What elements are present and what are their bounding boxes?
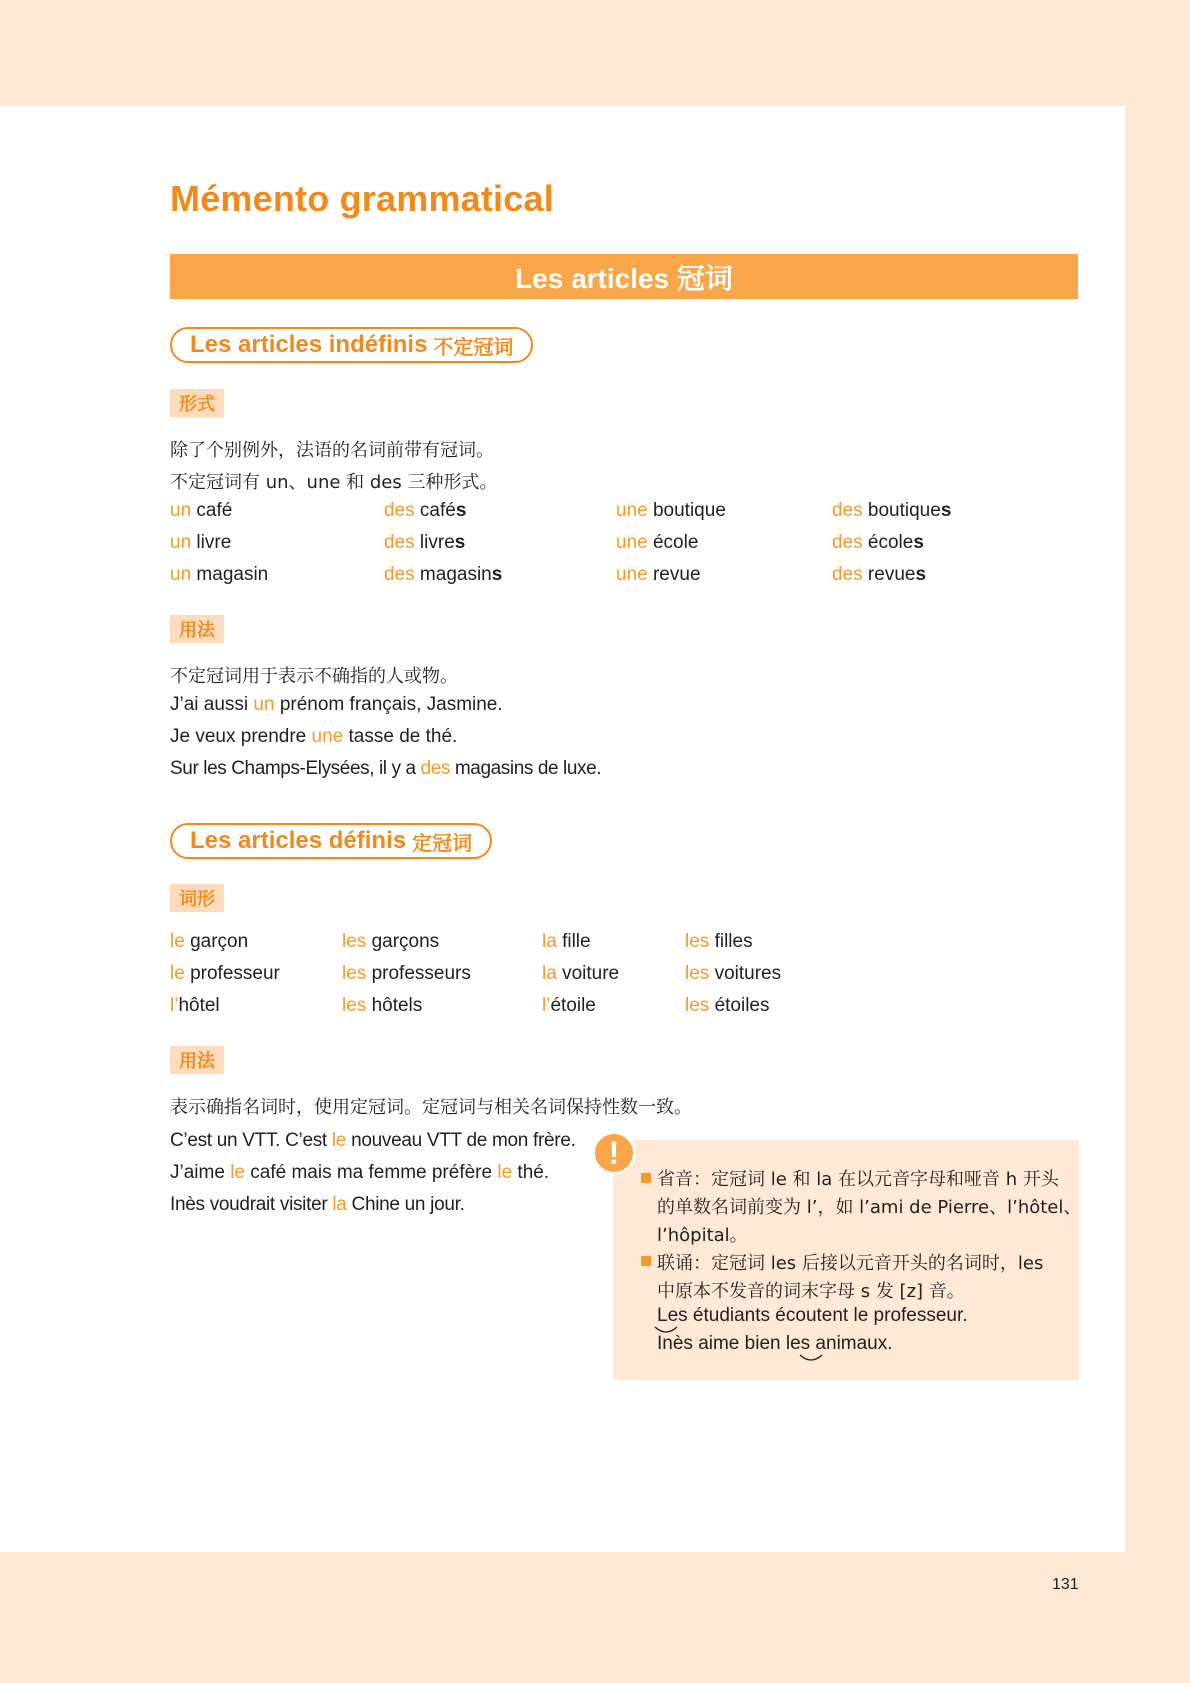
- indef-example-1: [170, 694, 503, 716]
- indef-example-2: [170, 726, 457, 748]
- noun-word: revue: [862, 564, 916, 585]
- example-article: une: [311, 726, 344, 747]
- plural-ending: s: [913, 532, 924, 553]
- example-text: thé.: [512, 1162, 550, 1183]
- article-word: une: [616, 500, 648, 521]
- example-text: animaux.: [810, 1333, 893, 1354]
- bullet-square-icon: [641, 1173, 651, 1183]
- article-table-cell: [342, 995, 422, 1017]
- article-table-cell: [832, 564, 926, 586]
- heading-definite: [170, 823, 492, 859]
- heading-indefinite-zh: 不定冠词: [433, 336, 514, 359]
- noun-word: livre: [414, 532, 455, 553]
- article-table-cell: [342, 931, 439, 953]
- usage-tag-definite: 用法: [170, 1046, 224, 1074]
- article-table-cell: [542, 931, 591, 953]
- example-text: nouveau VTT de mon frère.: [346, 1130, 576, 1151]
- article-table-cell: [384, 500, 466, 522]
- noun-word: étoile: [550, 995, 596, 1016]
- example-article: un: [253, 694, 275, 715]
- noun-word: professeur: [184, 963, 280, 984]
- note-liaison-line-2: 中原本不发音的词末字母 s 发 [z] 音。: [657, 1281, 965, 1302]
- note-elision-line-3: l’hôpital。: [657, 1225, 748, 1246]
- noun-word: boutique: [647, 500, 726, 521]
- example-text: Chine un jour.: [346, 1194, 465, 1215]
- noun-word: magasin: [191, 564, 269, 585]
- example-article: le: [331, 1130, 347, 1151]
- article-table-cell: [170, 963, 280, 985]
- noun-word: hôtels: [366, 995, 423, 1016]
- article-word: les: [342, 995, 367, 1016]
- plural-ending: s: [454, 532, 466, 553]
- liaison-arc-icon: [798, 1353, 824, 1363]
- article-table-cell: [832, 532, 924, 554]
- article-word: les: [685, 963, 710, 984]
- article-word: les: [342, 931, 367, 952]
- note-liaison-line-1: 联诵：定冠词 les 后接以元音开头的名词时，les: [657, 1253, 1044, 1274]
- heading-definite-zh: 定冠词: [412, 832, 473, 855]
- exclamation-icon: !: [592, 1131, 636, 1175]
- example-article: le: [497, 1162, 513, 1183]
- form-line-2: 不定冠词有 un、une 和 des 三种形式。: [170, 472, 498, 493]
- noun-word: boutique: [862, 500, 941, 521]
- article-word: les: [685, 931, 710, 952]
- article-table-cell: [384, 564, 502, 586]
- def-example-3: [170, 1194, 465, 1216]
- liaison-word: [657, 1305, 688, 1327]
- noun-word: livre: [191, 532, 232, 553]
- heading-definite-label: Les articles définis: [190, 827, 407, 854]
- noun-word: revue: [647, 564, 701, 585]
- usage-intro-definite: 表示确指名词时，使用定冠词。定冠词与相关名词保持性数一致。: [170, 1097, 692, 1118]
- example-text: Inès voudrait visiter: [170, 1194, 333, 1215]
- article-table-cell: [685, 931, 753, 953]
- article-table-cell: [170, 931, 248, 953]
- article-word: l’: [542, 995, 551, 1016]
- noun-word: étoiles: [709, 995, 770, 1016]
- page-number: 131: [1052, 1576, 1079, 1593]
- form-tag-indefinite: 形式: [170, 389, 224, 417]
- article-word: un: [170, 564, 192, 585]
- noun-word: voitures: [709, 963, 782, 984]
- noun-word: fille: [556, 931, 591, 952]
- usage-intro-indefinite: 不定冠词用于表示不确指的人或物。: [170, 666, 458, 687]
- def-example-1: [170, 1130, 576, 1152]
- example-text: Je veux prendre: [170, 726, 312, 747]
- article-table-cell: [342, 963, 471, 985]
- example-text: J’ai aussi: [170, 694, 254, 715]
- article-word: la: [542, 963, 557, 984]
- article-word: des: [832, 500, 863, 521]
- form-tag-definite: 词形: [170, 884, 224, 912]
- bullet-square-icon: [641, 1256, 651, 1266]
- example-text: C’est un VTT. C’est: [170, 1130, 332, 1151]
- example-text: prénom français, Jasmine.: [274, 694, 503, 715]
- example-text: Sur les Champs-Elysées, il y a: [170, 758, 421, 779]
- noun-word: garçon: [184, 931, 249, 952]
- example-text: étudiants écoutent le professeur.: [687, 1305, 968, 1326]
- article-word: des: [832, 532, 863, 553]
- article-word: l’: [170, 995, 179, 1016]
- article-word: la: [542, 931, 557, 952]
- liaison-word: [657, 1333, 810, 1355]
- article-word: une: [616, 532, 648, 553]
- noun-word: école: [862, 532, 914, 553]
- note-liaison-example-2: [657, 1333, 893, 1355]
- article-word: le: [170, 963, 185, 984]
- article-word: les: [685, 995, 710, 1016]
- liaison-article: Inès aime bien les: [657, 1333, 811, 1354]
- page-title: Mémento grammatical: [170, 178, 554, 219]
- article-table-cell: [170, 532, 231, 554]
- article-word: des: [384, 532, 415, 553]
- example-text: magasins de luxe.: [449, 758, 602, 779]
- liaison-article: Les: [657, 1305, 688, 1326]
- article-word: des: [384, 564, 415, 585]
- article-table-cell: [384, 532, 465, 554]
- article-table-cell: [685, 963, 781, 985]
- plural-ending: s: [940, 500, 952, 521]
- form-line-1: 除了个别例外，法语的名词前带有冠词。: [170, 440, 494, 461]
- article-table-cell: [685, 995, 770, 1017]
- note-elision-line-2: 的单数名词前变为 l’，如 l’ami de Pierre、l’hôtel、: [657, 1197, 1082, 1218]
- noun-word: café: [414, 500, 456, 521]
- article-word: des: [384, 500, 415, 521]
- example-article: le: [230, 1162, 245, 1183]
- article-table-cell: [170, 564, 268, 586]
- article-word: le: [170, 931, 185, 952]
- noun-word: voiture: [556, 963, 620, 984]
- article-word: une: [616, 564, 648, 585]
- plural-ending: s: [915, 564, 927, 585]
- plural-ending: s: [491, 564, 503, 585]
- article-word: les: [342, 963, 367, 984]
- article-table-cell: [542, 963, 619, 985]
- article-table-cell: [170, 500, 232, 522]
- note-liaison-example-1: [657, 1305, 968, 1327]
- example-article: la: [332, 1194, 347, 1215]
- heading-indefinite-label: Les articles indéfinis: [190, 331, 428, 358]
- article-table-cell: [616, 564, 701, 586]
- example-article: des: [420, 758, 450, 779]
- article-word: des: [832, 564, 863, 585]
- usage-tag-indefinite: 用法: [170, 615, 224, 643]
- noun-word: magasin: [414, 564, 492, 585]
- article-table-cell: [616, 532, 698, 554]
- def-example-2: [170, 1162, 549, 1184]
- section-title-bar: Les articles 冠词: [170, 254, 1078, 299]
- note-elision-line-1: 省音：定冠词 le 和 la 在以元音字母和哑音 h 开头: [657, 1169, 1059, 1190]
- article-word: un: [170, 500, 192, 521]
- noun-word: professeurs: [366, 963, 471, 984]
- article-table-cell: [616, 500, 726, 522]
- example-text: café mais ma femme préfère: [244, 1162, 498, 1183]
- noun-word: garçons: [366, 931, 440, 952]
- plural-ending: s: [455, 500, 467, 521]
- example-text: J’aime: [170, 1162, 231, 1183]
- article-table-cell: [170, 995, 220, 1017]
- noun-word: café: [191, 500, 233, 521]
- example-text: tasse de thé.: [343, 726, 458, 747]
- indef-example-3: [170, 758, 601, 780]
- heading-indefinite: [170, 327, 533, 363]
- article-table-cell: [832, 500, 951, 522]
- noun-word: filles: [709, 931, 753, 952]
- noun-word: hôtel: [178, 995, 220, 1016]
- noun-word: école: [647, 532, 699, 553]
- article-table-cell: [542, 995, 596, 1017]
- article-word: un: [170, 532, 192, 553]
